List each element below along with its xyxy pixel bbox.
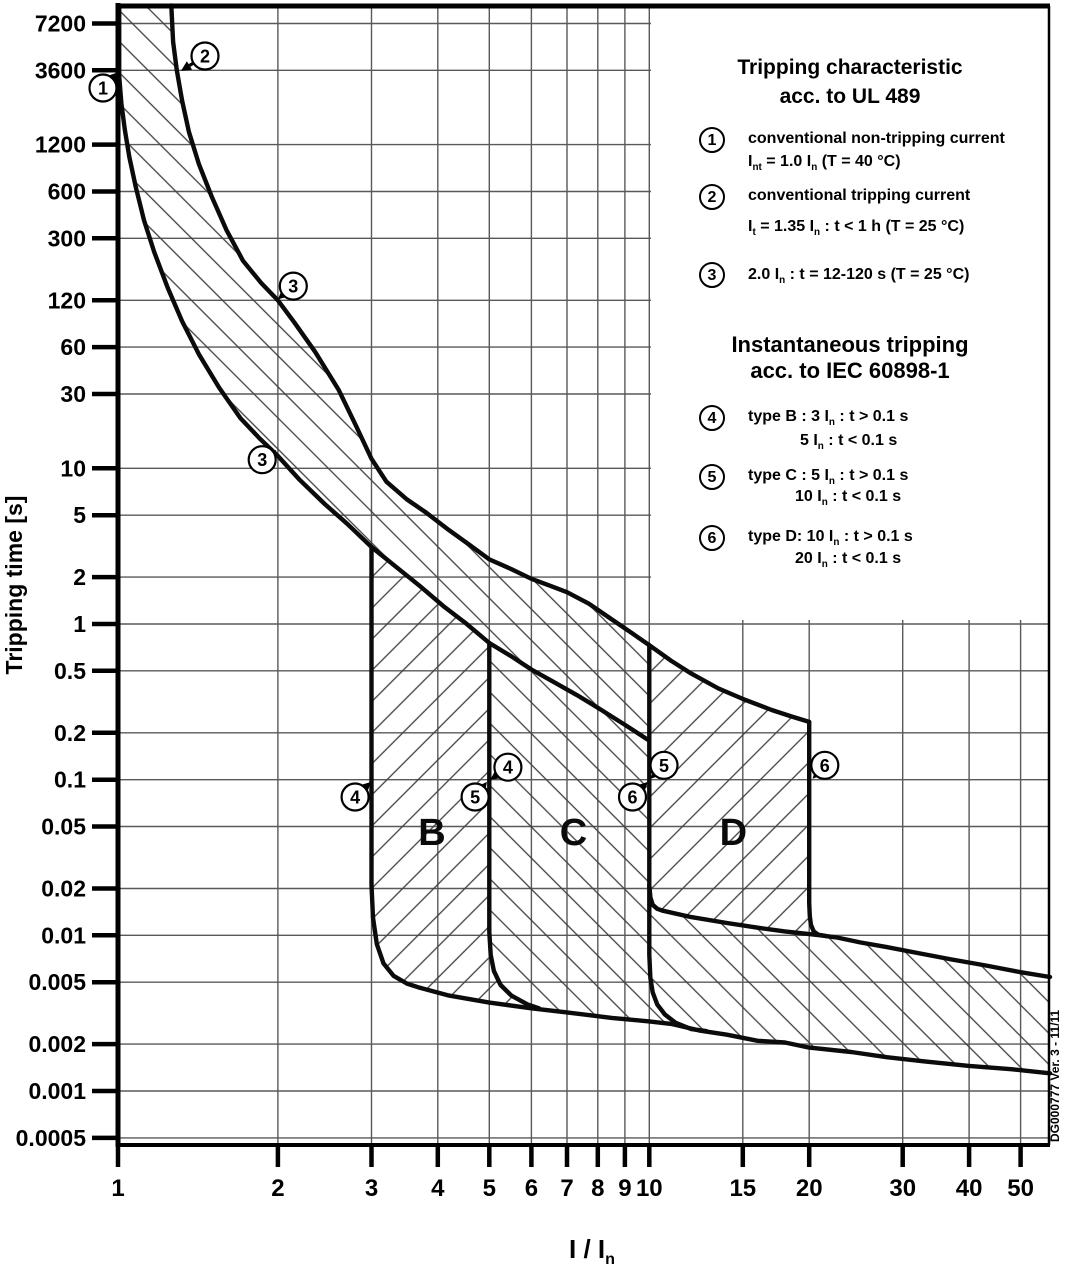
legend-title-ul489-line2: acc. to UL 489: [779, 85, 921, 108]
x-tick-label: 7: [560, 1175, 574, 1202]
y-tick-label: 120: [47, 287, 86, 314]
x-axis-title: I / $I_n$: [569, 1234, 615, 1269]
marker-5: [462, 782, 489, 811]
x-tick-label: 20: [795, 1175, 823, 1202]
y-tick-label: 0.0005: [15, 1124, 86, 1151]
y-tick-label: 0.05: [41, 813, 86, 840]
svg-text:4: 4: [350, 787, 361, 808]
y-tick-label: 600: [47, 178, 86, 205]
x-tick-label: 50: [1007, 1175, 1034, 1202]
y-axis-title: Tripping time [s]: [1, 495, 27, 675]
marker-3: [249, 446, 277, 473]
y-tick-label: 1: [73, 611, 86, 637]
legend-title-iec-line2: acc. to IEC 60898-1: [750, 358, 950, 383]
legend-item-4-line1: type B : 3 $I_n$ : t > 0.1 s: [748, 408, 909, 429]
y-tick-label: 0.005: [28, 969, 86, 996]
y-tick-label: 1200: [34, 131, 86, 158]
legend-item-5-line2: 10 $I_n$ : t < 0.1 s: [795, 488, 902, 509]
y-tick-label: 0.1: [54, 766, 86, 793]
legend-title-iec-line1: Instantaneous tripping: [731, 332, 969, 357]
x-tick-label: 8: [591, 1175, 605, 1202]
x-tick-label: 4: [431, 1175, 445, 1202]
legend-item-6-line2: 20 $I_n$ : t < 0.1 s: [795, 550, 902, 571]
y-tick-label: 2: [73, 564, 86, 591]
x-tick-label: 30: [889, 1175, 917, 1202]
y-tick-label: 0.01: [41, 922, 86, 949]
y-tick-label: 0.002: [28, 1031, 86, 1058]
x-tick-label: 6: [524, 1175, 539, 1202]
y-tick-label: 0.5: [54, 657, 86, 684]
legend-title-ul489-line1: Tripping characteristic: [737, 56, 963, 79]
legend-badge-2: 2: [699, 184, 725, 210]
legend-badge-3: 3: [699, 262, 725, 288]
legend-item-1-line1: conventional non-tripping current: [748, 130, 1005, 147]
marker-6: [619, 782, 648, 811]
legend-item-3-line1: 2.0 $I_n$ : t = 12-120 s (T = 25 °C): [748, 266, 970, 287]
legend-item-6-line1: type D: 10 $I_n$ : t > 0.1 s: [748, 528, 913, 549]
marker-6: [811, 752, 838, 779]
x-tick-label: 10: [635, 1175, 663, 1202]
x-tick-label: 2: [271, 1175, 285, 1202]
legend-item-5-line1: type C : 5 $I_n$ : t > 0.1 s: [748, 467, 909, 488]
svg-text:6: 6: [819, 755, 830, 776]
marker-5: [651, 752, 678, 779]
doc-number-vertical: DG000777 Ver. 3 - 11/11: [1048, 1009, 1062, 1142]
x-tick-label: 1: [111, 1175, 125, 1202]
legend-item-4-line2: 5 $I_n$ : t < 0.1 s: [800, 432, 898, 453]
y-tick-label: 7200: [34, 10, 86, 37]
y-tick-label: 3600: [34, 57, 86, 84]
y-tick-label: 30: [60, 381, 86, 407]
x-tick-label: 40: [955, 1175, 983, 1202]
y-tick-label: 60: [60, 334, 86, 361]
x-tick-label: 3: [364, 1175, 379, 1202]
y-tick-label: 0.001: [28, 1078, 86, 1104]
svg-text:4: 4: [502, 757, 513, 778]
svg-text:6: 6: [627, 787, 638, 808]
region-label-C: C: [559, 812, 588, 855]
legend-item-2-line1: conventional tripping current: [748, 187, 971, 204]
x-tick-label: 9: [618, 1175, 632, 1202]
legend-badge-1: 1: [699, 127, 725, 153]
marker-3: [278, 273, 307, 300]
y-tick-label: 5: [73, 502, 86, 529]
region-label-D: D: [719, 812, 748, 855]
svg-text:3: 3: [257, 450, 268, 471]
y-tick-label: 10: [60, 455, 86, 482]
legend-badge-6: 6: [699, 525, 725, 551]
region-label-B: B: [418, 812, 446, 855]
y-tick-label: 0.02: [41, 875, 86, 902]
svg-text:1: 1: [97, 78, 109, 99]
svg-text:5: 5: [470, 787, 481, 808]
x-tick-label: 5: [482, 1175, 496, 1202]
x-tick-label: 15: [729, 1175, 757, 1202]
legend-badge-5: 5: [699, 464, 725, 490]
legend-badge-4: 4: [699, 405, 725, 431]
svg-text:5: 5: [658, 755, 670, 776]
y-tick-label: 300: [47, 225, 86, 252]
svg-text:3: 3: [288, 276, 299, 297]
svg-text:2: 2: [199, 46, 211, 67]
legend-item-2-line2: $I_t = 1.35$ $I_n$ : t < 1 h (T = 25 °C): [748, 218, 965, 239]
y-tick-label: 0.2: [54, 719, 86, 746]
legend-item-1-line2: $I_{nt} = 1.0$ $I_n$ (T = 40 °C): [748, 153, 901, 174]
